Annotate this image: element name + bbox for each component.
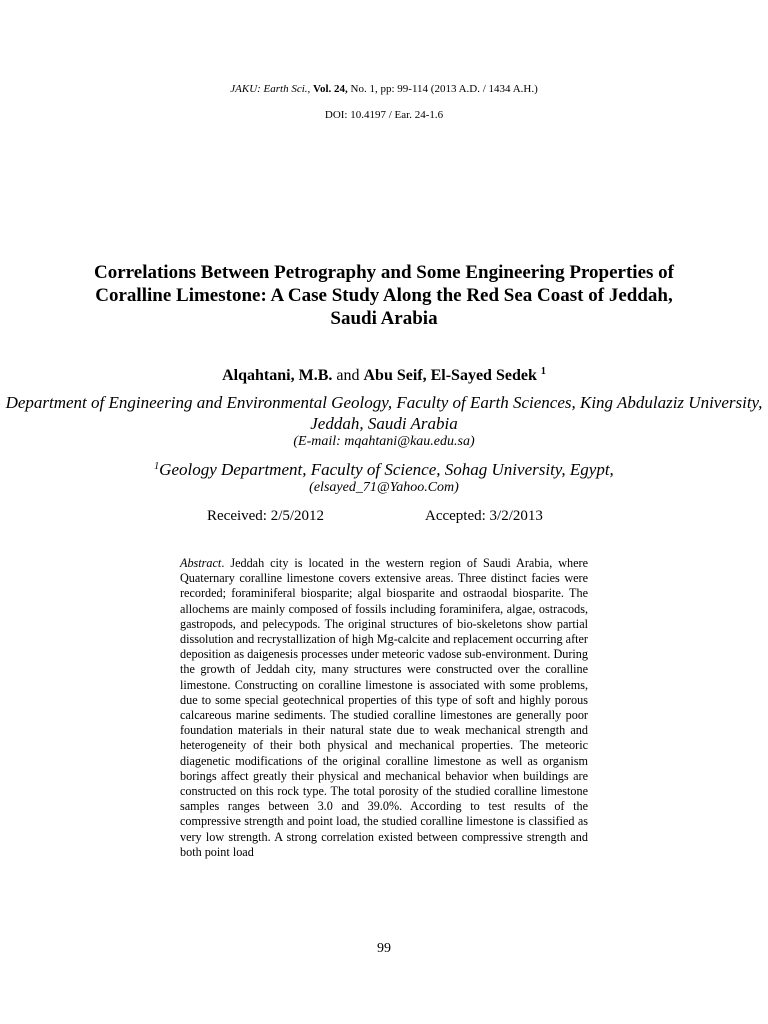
author-2-affiliation-mark: 1 (540, 366, 546, 377)
affiliation-1: Department of Engineering and Environmental Geology, Faculty of Earth Sciences, King Abdulaziz University, Jeddah, Saudi Arabia (5, 393, 763, 433)
author-1: Alqahtani, M.B. (222, 367, 333, 384)
abstract-label: Abstract (180, 556, 222, 570)
email-2: (elsayed_71@Yahoo.Com) (309, 480, 459, 495)
doi-line: DOI: 10.4197 / Ear. 24-1.6 (324, 109, 444, 121)
affiliation-2 (0, 456, 768, 480)
journal-volume: Vol. 24, (313, 83, 348, 95)
affiliation-2-mark: 1 (154, 461, 160, 472)
author-2: Abu Seif, El-Sayed Sedek (363, 367, 537, 384)
paper-title: Correlations Between Petrography and Some Engineering Properties of Coralline Limestone: A Case Study Along the Red Sea Coast of Jeddah, Saudi Arabia (94, 262, 674, 329)
page-number: 99 (377, 941, 391, 956)
email-1: (E-mail: mqahtani@kau.edu.sa) (293, 434, 475, 449)
affiliation-2-text: Geology Department, Faculty of Science, Sohag University, Egypt, (159, 460, 614, 479)
author-line (0, 366, 768, 385)
received-date: Received: 2/5/2012 (207, 508, 325, 524)
journal-issue-pages: No. 1, pp: 99-114 (2013 A.D. / 1434 A.H.) (350, 83, 538, 95)
abstract (180, 556, 588, 860)
author-conjunction: and (336, 367, 360, 384)
journal-citation (0, 83, 768, 95)
accepted-date: Accepted: 3/2/2013 (425, 508, 543, 524)
abstract-text: . Jeddah city is located in the western region of Saudi Arabia, where Quaternary coralline limestone covers extensive areas. Three distinct facies were recorded; foraminiferal biosparite; algal biosparite and ostraodal biosparite. The allochems are mainly composed of fossils including foraminifera, algae, ostracods, gastropods, and pelecypods. The original structures of bio-skeletons show partial dissolution and recrystallization of high Mg-calcite and replacement occurring after deposition as daigenesis processes under meteoric vadose sub-environment. During the growth of Jeddah city, many structures were constructed over the coralline limestone. Constructing on coralline limestone is associated with some problems, due to some special geotechnical properties of this type of soft and highly porous calcareous marine sediments. The studied coralline limestones are generally poor foundation materials in their natural state due to weak mechanical strength and heterogeneity of their both physical and mechanical properties. The meteoric diagenetic modifications of the original coralline limestone as well as organism borings affect greatly their physical and mechanical behavior when buildings are constructed on this rock type. The total porosity of the studied coralline limestone samples ranges between 3.0 and 39.0%. According to test results of the compressive strength and point load, the studied coralline limestone is classified as very low strength. A strong correlation existed between compressive strength and both point load (180, 556, 588, 859)
journal-name: JAKU: Earth Sci., (230, 83, 311, 95)
